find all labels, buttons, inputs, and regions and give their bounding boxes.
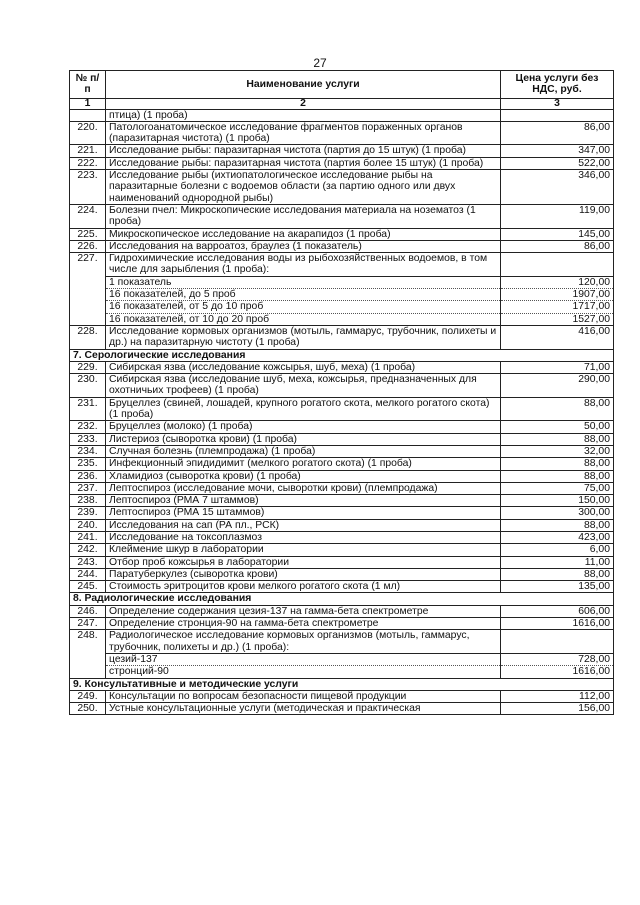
service-name: Определение содержания цезия-137 на гамма-бета спектрометре xyxy=(106,605,501,617)
sub-row xyxy=(70,301,614,313)
table-row xyxy=(70,690,614,702)
table-row xyxy=(70,544,614,556)
row-number: 227. xyxy=(70,253,106,326)
service-name: Бруцеллез (свиней, лошадей, крупного рогатого скота, мелкого рогатого скота) (1 проба) xyxy=(106,397,501,421)
table-row xyxy=(70,482,614,494)
continuation-text: птица) (1 проба) xyxy=(106,109,501,121)
table-row xyxy=(70,228,614,240)
service-price: 135,00 xyxy=(501,581,614,593)
table-row xyxy=(70,470,614,482)
service-name: Лептоспироз (исследование мочи, сыворотки крови) (племпродажа) xyxy=(106,482,501,494)
sub-service-name: стронций-90 xyxy=(106,666,501,678)
row-number: 244. xyxy=(70,568,106,580)
row-number: 220. xyxy=(70,121,106,145)
sub-service-name: 16 показателей, от 10 до 20 проб xyxy=(106,313,501,325)
section-heading xyxy=(70,349,614,361)
service-price: 522,00 xyxy=(501,157,614,169)
table-row xyxy=(70,519,614,531)
sub-service-price: 1616,00 xyxy=(501,666,614,678)
sub-service-price: 1527,00 xyxy=(501,313,614,325)
service-price: 150,00 xyxy=(501,495,614,507)
service-price: 71,00 xyxy=(501,361,614,373)
column-number: 3 xyxy=(501,98,614,109)
table-row xyxy=(70,433,614,445)
row-number: 233. xyxy=(70,433,106,445)
sub-service-name: 1 показатель xyxy=(106,276,501,288)
sub-service-price: 1907,00 xyxy=(501,289,614,301)
table-row xyxy=(70,145,614,157)
table-row xyxy=(70,204,614,228)
service-name: Клеймение шкур в лаборатории xyxy=(106,544,501,556)
row-number: 245. xyxy=(70,581,106,593)
service-name: Стоимость эритроцитов крови мелкого рогатого скота (1 мл) xyxy=(106,581,501,593)
table-row xyxy=(70,170,614,205)
header-service-name: Наименование услуги xyxy=(106,71,501,99)
table-row xyxy=(70,374,614,398)
row-number: 242. xyxy=(70,544,106,556)
row-number: 248. xyxy=(70,630,106,678)
row-number: 221. xyxy=(70,145,106,157)
header-number: № п/п xyxy=(70,71,106,99)
row-number: 235. xyxy=(70,458,106,470)
sub-service-price: 120,00 xyxy=(501,276,614,288)
service-price: 88,00 xyxy=(501,458,614,470)
column-number: 1 xyxy=(70,98,106,109)
row-number: 234. xyxy=(70,445,106,457)
service-name: Устные консультационные услуги (методическая и практическая xyxy=(106,703,501,715)
section-heading xyxy=(70,678,614,690)
service-name: Определение стронция-90 на гамма-бета спектрометре xyxy=(106,618,501,630)
service-price: 145,00 xyxy=(501,228,614,240)
row-number: 238. xyxy=(70,495,106,507)
sub-row xyxy=(70,666,614,678)
section-title: 8. Радиологические исследования xyxy=(70,593,614,605)
table-row xyxy=(70,531,614,543)
service-price: 75,00 xyxy=(501,482,614,494)
table-row xyxy=(70,618,614,630)
section-heading xyxy=(70,593,614,605)
table-row xyxy=(70,109,614,121)
service-price: 300,00 xyxy=(501,507,614,519)
section-title: 7. Серологические исследования xyxy=(70,349,614,361)
service-price: 1616,00 xyxy=(501,618,614,630)
service-price: 112,00 xyxy=(501,690,614,702)
service-name: Отбор проб кожсырья в лаборатории xyxy=(106,556,501,568)
sub-service-name: 16 показателей, от 5 до 10 проб xyxy=(106,301,501,313)
section-title: 9. Консультативные и методические услуги xyxy=(70,678,614,690)
row-number: 243. xyxy=(70,556,106,568)
table-row xyxy=(70,361,614,373)
service-name: Паратуберкулез (сыворотка крови) xyxy=(106,568,501,580)
service-price: 290,00 xyxy=(501,374,614,398)
row-number: 239. xyxy=(70,507,106,519)
service-name: Инфекционный эпидидимит (мелкого рогатого скота) (1 проба) xyxy=(106,458,501,470)
sub-row xyxy=(70,653,614,665)
row-number: 241. xyxy=(70,531,106,543)
table-row xyxy=(70,421,614,433)
service-name: Исследование кормовых организмов (мотыль, гаммарус, трубочник, полихеты и др.) на паразитарную чистоту (1 проба) xyxy=(106,325,501,349)
table-row xyxy=(70,240,614,252)
sub-row xyxy=(70,276,614,288)
service-price: 88,00 xyxy=(501,519,614,531)
service-name: Исследование на токсоплазмоз xyxy=(106,531,501,543)
table-row xyxy=(70,556,614,568)
table-row xyxy=(70,568,614,580)
service-price: 346,00 xyxy=(501,170,614,205)
service-name: Хламидиоз (сыворотка крови) (1 проба) xyxy=(106,470,501,482)
table-row xyxy=(70,581,614,593)
service-price: 156,00 xyxy=(501,703,614,715)
row-number: 230. xyxy=(70,374,106,398)
service-name: Случная болезнь (племпродажа) (1 проба) xyxy=(106,445,501,457)
table-row xyxy=(70,458,614,470)
table-row xyxy=(70,703,614,715)
table-row xyxy=(70,325,614,349)
service-price: 347,00 xyxy=(501,145,614,157)
table-row xyxy=(70,630,614,654)
row-number: 237. xyxy=(70,482,106,494)
service-name: Радиологическое исследование кормовых организмов (мотыль, гаммарус, трубочник, полихеты и др.) (1 проба): xyxy=(106,630,501,654)
service-price: 11,00 xyxy=(501,556,614,568)
service-price: 88,00 xyxy=(501,433,614,445)
row-number: 236. xyxy=(70,470,106,482)
row-number: 247. xyxy=(70,618,106,630)
column-numbers-row xyxy=(70,98,614,109)
sub-row xyxy=(70,313,614,325)
row-number: 224. xyxy=(70,204,106,228)
page-number: 27 xyxy=(313,56,327,70)
price-list-table xyxy=(69,70,614,715)
header-price: Цена услуги без НДС, руб. xyxy=(501,71,614,99)
row-number: 249. xyxy=(70,690,106,702)
service-price: 416,00 xyxy=(501,325,614,349)
table-row xyxy=(70,121,614,145)
sub-service-name: 16 показателей, до 5 проб xyxy=(106,289,501,301)
table-row xyxy=(70,605,614,617)
sub-row xyxy=(70,289,614,301)
row-number: 232. xyxy=(70,421,106,433)
row-number: 229. xyxy=(70,361,106,373)
row-number: 223. xyxy=(70,170,106,205)
table-header xyxy=(70,71,614,99)
service-name: Лептоспироз (РМА 15 штаммов) xyxy=(106,507,501,519)
table-row xyxy=(70,445,614,457)
service-price: 32,00 xyxy=(501,445,614,457)
service-name: Исследование рыбы: паразитарная чистота (партия более 15 штук) (1 проба) xyxy=(106,157,501,169)
table-row xyxy=(70,397,614,421)
table-row xyxy=(70,495,614,507)
service-name: Листериоз (сыворотка крови) (1 проба) xyxy=(106,433,501,445)
service-name: Микроскопическое исследование на акарапидоз (1 проба) xyxy=(106,228,501,240)
service-price: 88,00 xyxy=(501,568,614,580)
service-name: Исследования на варроатоз, браулез (1 показатель) xyxy=(106,240,501,252)
service-price: 606,00 xyxy=(501,605,614,617)
sub-service-price: 728,00 xyxy=(501,653,614,665)
row-number: 250. xyxy=(70,703,106,715)
service-name: Консультации по вопросам безопасности пищевой продукции xyxy=(106,690,501,702)
service-name: Сибирская язва (исследование шуб, меха, кожсырья, предназначенных для охотничьих трофеев) (1 проба) xyxy=(106,374,501,398)
service-name: Лептоспироз (РМА 7 штаммов) xyxy=(106,495,501,507)
service-name: Гидрохимические исследования воды из рыбохозяйственных водоемов, в том числе для зарыбления (1 проба): xyxy=(106,253,501,277)
row-number: 226. xyxy=(70,240,106,252)
table-row xyxy=(70,253,614,277)
service-name: Исследование рыбы (ихтиопатологическое исследование рыбы на паразитарные болезни с водоемов области (за партию одного или двух наименований однородной рыбы) xyxy=(106,170,501,205)
service-name: Сибирская язва (исследование кожсырья, шуб, меха) (1 проба) xyxy=(106,361,501,373)
sub-service-name: цезий-137 xyxy=(106,653,501,665)
service-name: Исследование рыбы: паразитарная чистота (партия до 15 штук) (1 проба) xyxy=(106,145,501,157)
service-price: 50,00 xyxy=(501,421,614,433)
service-price: 88,00 xyxy=(501,397,614,421)
service-name: Болезни пчел: Микроскопические исследования материала на нозематоз (1 проба) xyxy=(106,204,501,228)
service-price: 119,00 xyxy=(501,204,614,228)
row-number: 240. xyxy=(70,519,106,531)
sub-service-price: 1717,00 xyxy=(501,301,614,313)
row-number: 222. xyxy=(70,157,106,169)
table-row xyxy=(70,157,614,169)
column-number: 2 xyxy=(106,98,501,109)
service-price: 88,00 xyxy=(501,470,614,482)
service-price: 86,00 xyxy=(501,240,614,252)
service-name: Патологоанатомическое исследование фрагментов пораженных органов (паразитарная чистота) (1 проба) xyxy=(106,121,501,145)
row-number: 228. xyxy=(70,325,106,349)
service-price: 6,00 xyxy=(501,544,614,556)
service-price: 423,00 xyxy=(501,531,614,543)
table-row xyxy=(70,507,614,519)
service-name: Исследования на сап (РА пл., РСК) xyxy=(106,519,501,531)
row-number: 225. xyxy=(70,228,106,240)
row-number: 246. xyxy=(70,605,106,617)
service-price: 86,00 xyxy=(501,121,614,145)
service-name: Бруцеллез (молоко) (1 проба) xyxy=(106,421,501,433)
row-number: 231. xyxy=(70,397,106,421)
